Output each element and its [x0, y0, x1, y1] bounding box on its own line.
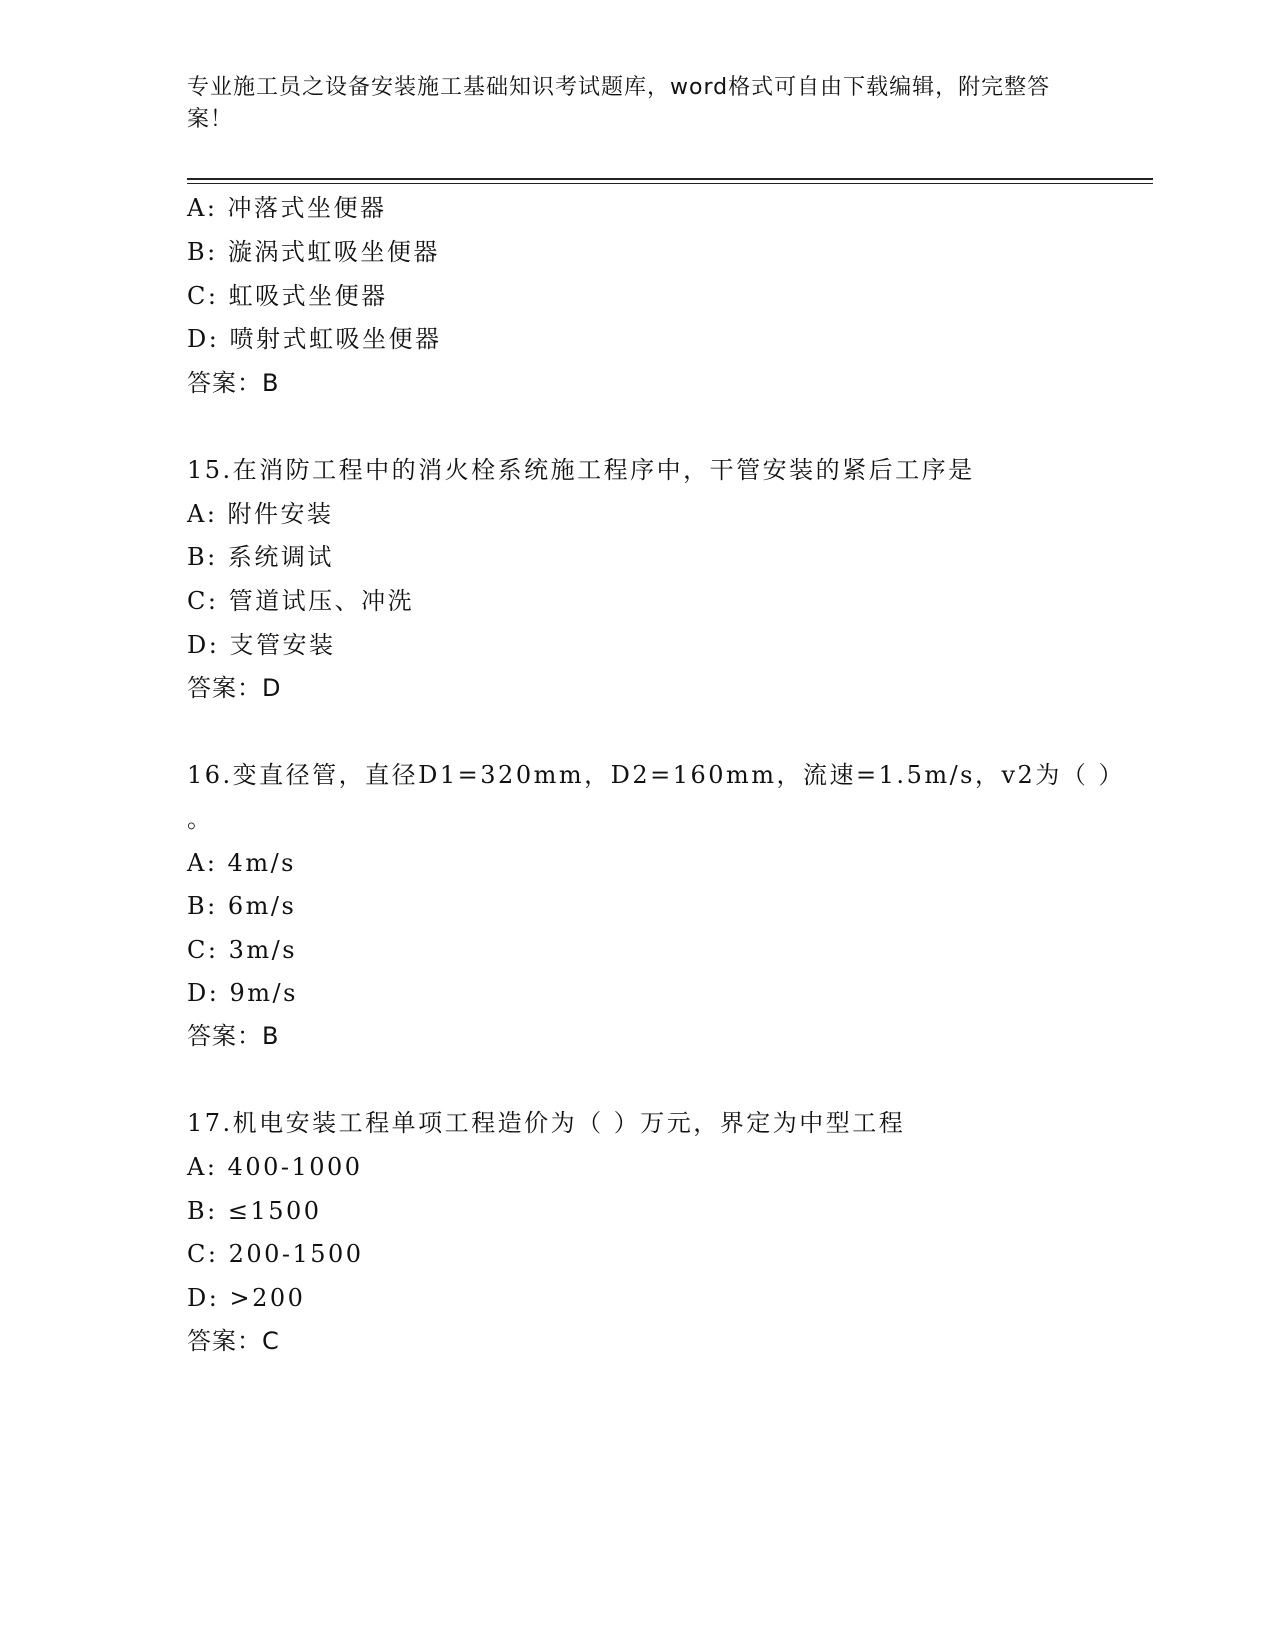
- option-d: D: 9m/s: [187, 979, 298, 1007]
- option-c: C: 虹吸式坐便器: [187, 282, 388, 310]
- option-c: C: 200-1500: [187, 1240, 364, 1268]
- option-d: D: 喷射式虹吸坐便器: [187, 325, 442, 353]
- option-a: A: 附件安装: [187, 500, 334, 528]
- option-c: C: 管道试压、冲洗: [187, 587, 415, 615]
- option-c: C: 3m/s: [187, 936, 298, 964]
- option-a: A: 冲落式坐便器: [187, 194, 387, 222]
- header-divider-thin: [187, 183, 1153, 184]
- option-b: B: 漩涡式虹吸坐便器: [187, 238, 440, 266]
- answer: 答案：C: [187, 1327, 280, 1355]
- option-b: B: 6m/s: [187, 892, 297, 920]
- question-15: 15.在消防工程中的消火栓系统施工程序中，干管安装的紧后工序是: [187, 456, 975, 484]
- option-d: D: 支管安装: [187, 631, 336, 659]
- answer: 答案：D: [187, 674, 282, 702]
- question-16-continuation: 。: [187, 805, 214, 833]
- document-header: 专业施工员之设备安装施工基础知识考试题库，word格式可自由下载编辑，附完整答案！: [187, 75, 1051, 132]
- option-b: B: ≤1500: [187, 1197, 322, 1225]
- option-a: A: 4m/s: [187, 849, 296, 877]
- option-a: A: 400-1000: [187, 1153, 363, 1181]
- answer: 答案：B: [187, 1022, 280, 1050]
- header-divider: [187, 178, 1153, 180]
- option-b: B: 系统调试: [187, 543, 334, 571]
- question-17: 17.机电安装工程单项工程造价为（ ）万元，界定为中型工程: [187, 1109, 906, 1137]
- option-d: D: >200: [187, 1284, 306, 1312]
- question-16: 16.变直径管，直径D1=320mm，D2=160mm，流速=1.5m/s，v2为（ ）: [187, 761, 1125, 789]
- answer: 答案：B: [187, 369, 280, 397]
